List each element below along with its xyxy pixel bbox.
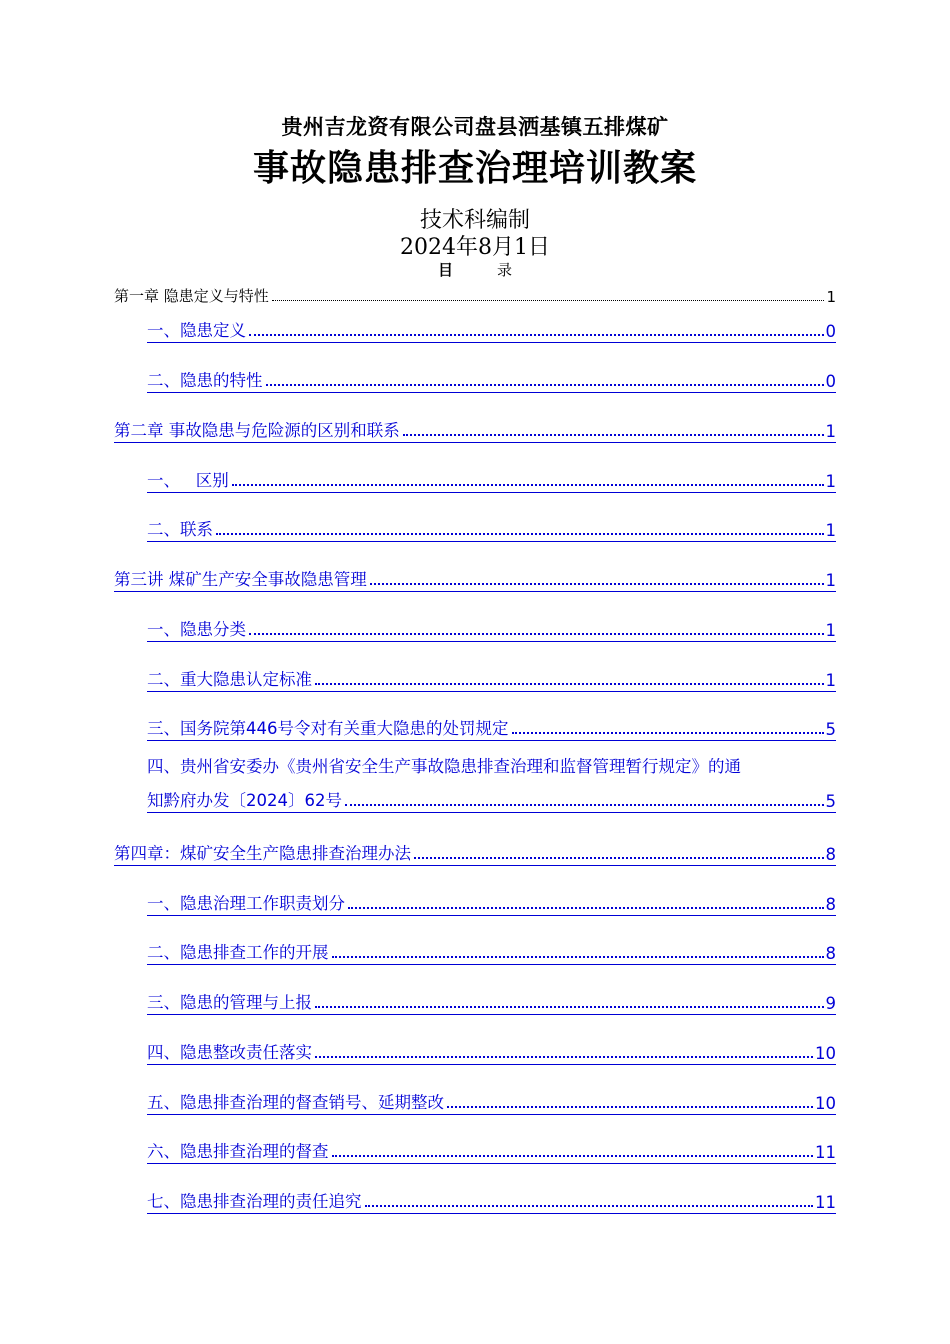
toc-entry-decree-446-penalties[interactable] <box>147 714 836 741</box>
toc-entry-label: 四、隐患整改责任落实 <box>147 1043 312 1062</box>
author-line: 技术科编制 <box>419 208 530 233</box>
toc-leader <box>216 533 824 535</box>
toc-entry-label: 三、隐患的管理与上报 <box>147 993 312 1012</box>
toc-entry-responsibility-division[interactable] <box>147 889 836 916</box>
toc-entry-hidden-danger-characteristics[interactable] <box>147 366 836 393</box>
toc-leader <box>272 300 825 301</box>
toc-entry-page: 1 <box>825 621 836 640</box>
toc-leader <box>315 1056 813 1058</box>
toc-entry-label: 二、重大隐患认定标准 <box>147 670 312 689</box>
toc-entry-page: 1 <box>825 521 836 540</box>
toc-leader <box>403 434 824 436</box>
toc-entry-label-continued: 知黔府办发〔2024〕62号 <box>147 791 342 810</box>
toc-entry-label: 第四章：煤矿安全生产隐患排查治理办法 <box>114 844 411 863</box>
toc-entry-label: 第二章 事故隐患与危险源的区别和联系 <box>114 421 400 440</box>
toc-entry-label: 四、贵州省安委办《贵州省安全生产事故隐患排查治理和监督管理暂行规定》的通 <box>147 757 741 776</box>
toc-leader <box>332 956 824 958</box>
toc-entry-page: 5 <box>825 720 836 739</box>
toc-entry-chapter-4[interactable] <box>114 839 836 866</box>
toc-entry-label: 六、隐患排查治理的督查 <box>147 1142 329 1161</box>
toc-entry-page: 0 <box>825 372 836 391</box>
toc-entry-supervision-closure[interactable] <box>147 1088 836 1115</box>
date-line: 2024年8月1日 <box>400 235 550 260</box>
toc-entry-label: 二、隐患的特性 <box>147 371 263 390</box>
toc-entry-label: 一、隐患定义 <box>147 321 246 340</box>
toc-entry-label: 三、国务院第446号令对有关重大隐患的处罚规定 <box>147 719 509 738</box>
toc-leader <box>365 1205 814 1207</box>
toc-entry-connection[interactable] <box>147 515 836 542</box>
toc-entry-chapter-1[interactable] <box>114 281 836 307</box>
toc-heading-char-2: 录 <box>497 261 513 279</box>
toc-leader <box>332 1155 814 1157</box>
toc-entry-page: 1 <box>825 472 836 491</box>
toc-entry-page: 11 <box>815 1143 836 1162</box>
toc-leader <box>348 907 824 909</box>
toc-entry-page: 1 <box>825 571 836 590</box>
toc-leader <box>512 732 824 734</box>
toc-entry-chapter-3[interactable] <box>114 565 836 592</box>
document-title: 事故隐患排查治理培训教案 <box>252 148 697 189</box>
toc-entry-chapter-2[interactable] <box>114 416 836 443</box>
toc-entry-label: 一、隐患分类 <box>147 620 246 639</box>
toc-entry-difference[interactable] <box>147 466 836 493</box>
toc-entry-page: 10 <box>815 1044 836 1063</box>
toc-entry-page: 1 <box>825 422 836 441</box>
toc-entry-accountability[interactable] <box>147 1187 836 1214</box>
toc-leader <box>345 804 824 806</box>
toc-entry-hidden-danger-classification[interactable] <box>147 615 836 642</box>
toc-entry-label: 第一章 隐患定义与特性 <box>114 287 269 305</box>
toc-entry-label: 二、联系 <box>147 520 213 539</box>
toc-entry-page: 5 <box>825 792 836 811</box>
toc-entry-inspection-work[interactable] <box>147 938 836 965</box>
toc-entry-page: 0 <box>825 322 836 341</box>
toc-leader <box>414 857 824 859</box>
toc-entry-label: 五、隐患排查治理的督查销号、延期整改 <box>147 1093 444 1112</box>
toc-entry-page: 8 <box>825 944 836 963</box>
toc-leader <box>315 683 824 685</box>
toc-entry-label: 二、隐患排查工作的开展 <box>147 943 329 962</box>
toc-entry-page: 9 <box>825 994 836 1013</box>
toc-entry-label: 七、隐患排查治理的责任追究 <box>147 1192 362 1211</box>
toc-entry-page: 11 <box>815 1193 836 1212</box>
toc-entry-supervision[interactable] <box>147 1137 836 1164</box>
toc-entry-rectification-responsibility[interactable] <box>147 1038 836 1065</box>
toc-entry-page: 1 <box>826 288 836 306</box>
toc-entry-page: 1 <box>825 671 836 690</box>
toc-entry-guizhou-regulation[interactable] <box>147 752 836 813</box>
toc-leader <box>266 384 824 386</box>
toc-entry-label: 第三讲 煤矿生产安全事故隐患管理 <box>114 570 367 589</box>
toc-leader <box>249 633 824 635</box>
toc-entry-hidden-danger-definition[interactable] <box>147 316 836 343</box>
toc-entry-page: 10 <box>815 1094 836 1113</box>
toc-entry-label: 一、 区别 <box>147 471 229 490</box>
toc-leader <box>232 484 824 486</box>
toc-entry-page: 8 <box>825 845 836 864</box>
toc-leader <box>249 334 824 336</box>
toc-entry-page: 8 <box>825 895 836 914</box>
toc-leader <box>315 1006 824 1008</box>
toc-entry-management-reporting[interactable] <box>147 988 836 1015</box>
toc-leader <box>370 583 824 585</box>
toc-leader <box>447 1106 813 1108</box>
toc-heading-char-1: 目 <box>437 261 453 279</box>
org-title: 贵州吉龙资有限公司盘县洒基镇五排煤矿 <box>281 115 669 139</box>
toc-entry-major-danger-criteria[interactable] <box>147 665 836 692</box>
toc-entry-label: 一、隐患治理工作职责划分 <box>147 894 345 913</box>
